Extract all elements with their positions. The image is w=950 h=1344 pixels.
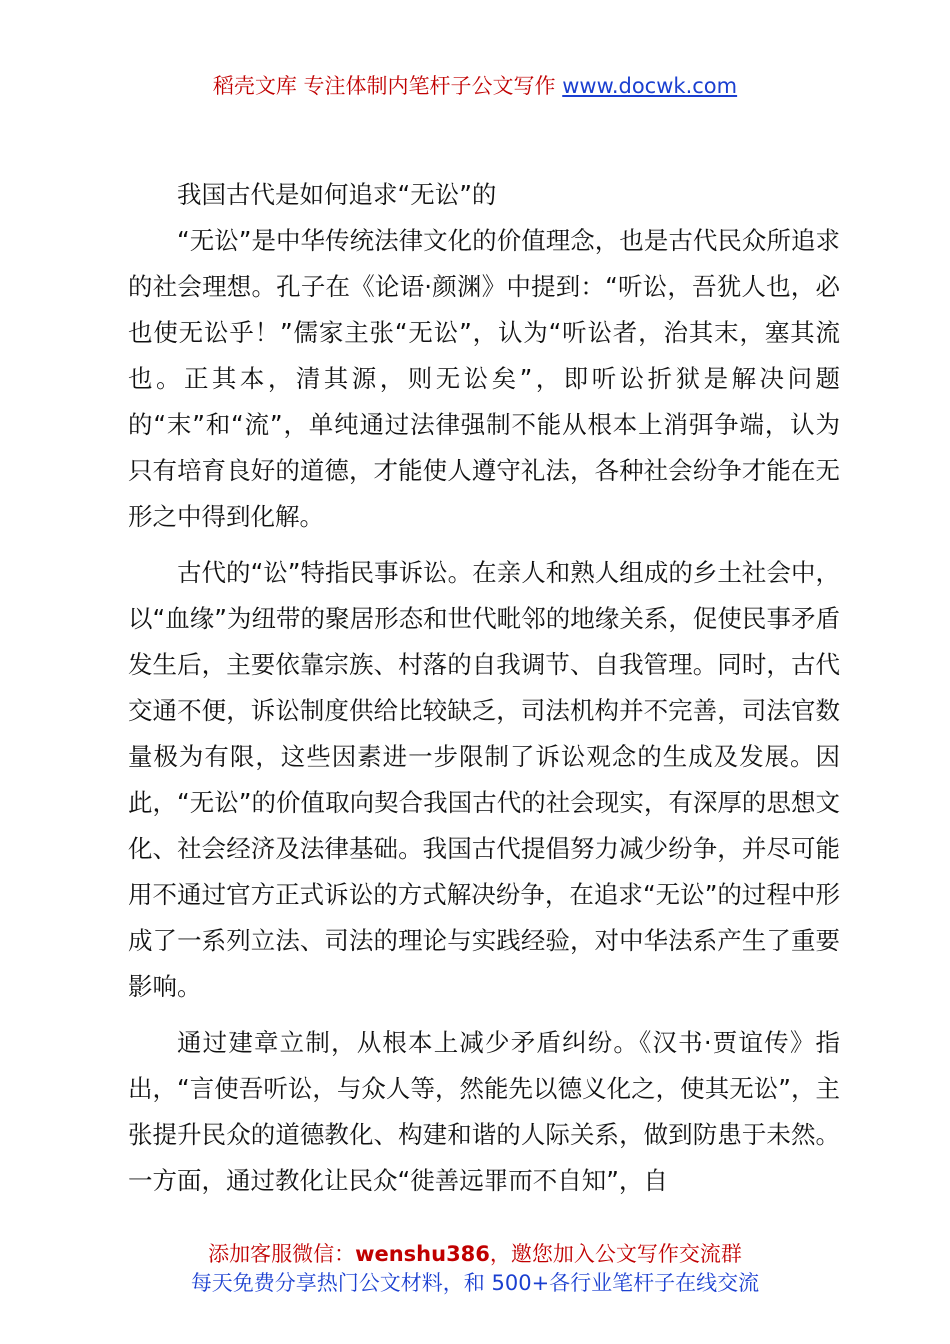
header-brand: 稻壳文库 专注体制内笔杆子公文写作 [212,74,563,98]
page-footer [0,1240,950,1298]
footer-line-2: 每天免费分享热门公文材料，和 500+各行业笔杆子在线交流 [190,1271,760,1295]
footer-suffix: ，邀您加入公文写作交流群 [489,1242,742,1266]
page-header [0,70,950,100]
paragraph-2: 古代的“讼”特指民事诉讼。在亲人和熟人组成的乡土社会中，以“血缘”为纽带的聚居形态和世代毗邻的地缘关系，促使民事矛盾发生后，主要依靠宗族、村落的自我调节、自我管理。同时，古代交通不便，诉讼制度供给比较缺乏，司法机构并不完善，司法官数量极为有限，这些因素进一步限制了诉讼观念的生成及发展。因此，“无讼”的价值取向契合我国古代的社会现实，有深厚的思想文化、社会经济及法律基础。我国古代提倡努力减少纷争，并尽可能用不通过官方正式诉讼的方式解决纷争，在追求“无讼”的过程中形成了一系列立法、司法的理论与实践经验，对中华法系产生了重要影响。 [128,558,840,1001]
article-body [128,172,840,1204]
wechat-id: wenshu386 [355,1242,490,1266]
paragraph-3: 通过建章立制，从根本上减少矛盾纠纷。《汉书·贾谊传》指出，“言使吾听讼，与众人等，然能先以德义化之，使其无讼”，主张提升民众的道德教化、构建和谐的人际关系，做到防患于未然。一方面，通过教化让民众“徙善远罪而不自知”，自 [128,1028,840,1195]
article-title: 我国古代是如何追求“无讼”的 [177,180,497,209]
footer-prefix: 添加客服微信： [208,1242,356,1266]
footer-line-1 [0,1240,950,1269]
header-url-link[interactable]: www.docwk.com [562,74,738,98]
paragraph-1: “无讼”是中华传统法律文化的价值理念，也是古代民众所追求的社会理想。孔子在《论语·颜渊》中提到：“听讼，吾犹人也，必也使无讼乎！”儒家主张“无讼”，认为“听讼者，治其末，塞其流也。正其本，清其源，则无讼矣”，即听讼折狱是解决问题的“末”和“流”，单纯通过法律强制不能从根本上消弭争端，认为只有培育良好的道德，才能使人遵守礼法，各种社会纷争才能在无形之中得到化解。 [128,226,840,531]
